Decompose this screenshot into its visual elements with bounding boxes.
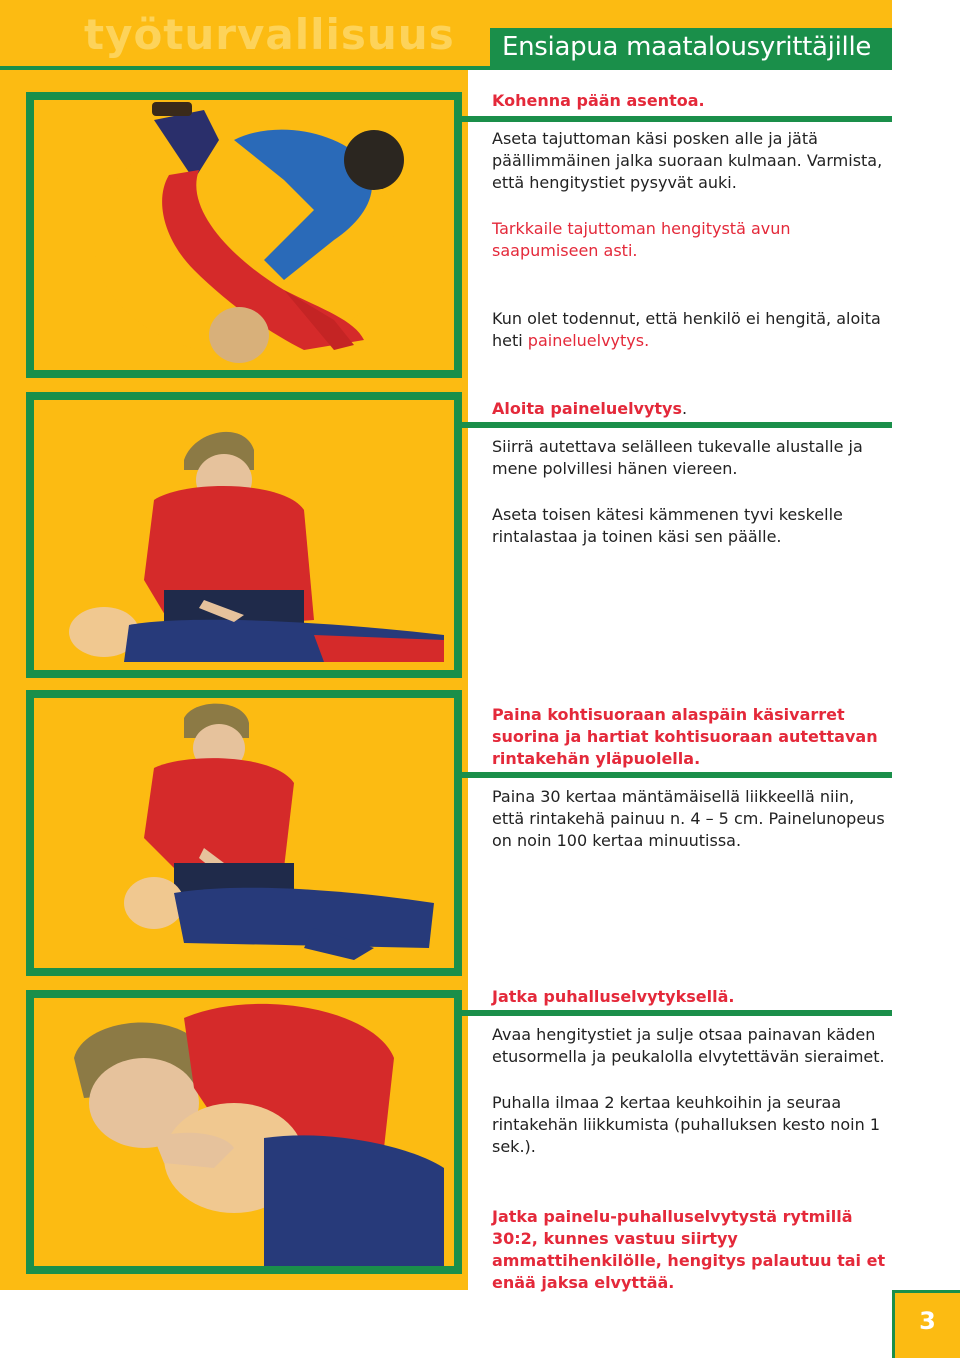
rescue-breathing-photo <box>26 990 462 1274</box>
section-rule-3 <box>458 772 892 778</box>
rescue-breathing-illustration <box>34 998 454 1266</box>
section-1-highlight: Tarkkaile tajuttoman hengitystä avun saapumiseen asti. <box>492 219 791 260</box>
section-1-paragraph: Aseta tajuttoman käsi posken alle ja jätä päällimmäinen jalka suoraan kulmaan. Varmista, että hengitystiet pysyvät auki. <box>492 129 883 192</box>
page-number-box <box>892 1290 960 1358</box>
section-1-note-link: paineluelvytys. <box>527 331 650 350</box>
chest-compression-position-illustration <box>34 400 454 670</box>
section-4-closing: Jatka painelu-puhalluselvytystä rytmillä 30:2, kunnes vastuu siirtyy ammattihenkilölle, hengitys palautuu tai et enää jaksa elvyttää. <box>492 1207 886 1292</box>
page-title: Ensiapua maatalousyrittäjille <box>502 32 872 62</box>
page-number: 3 <box>919 1307 936 1335</box>
section-1-note-prefix: Kun olet todennut, että henkilö ei hengitä, aloita heti <box>492 309 881 350</box>
section-4-paragraph-1: Avaa hengitystiet ja sulje otsaa painavan käden etusormella ja peukalolla elvytettävän sieraimet. <box>492 1025 885 1066</box>
section-2-heading-text: Aloita paineluelvytys <box>492 399 683 418</box>
section-rule-4 <box>458 1010 892 1016</box>
brand-wordmark: työturvallisuus <box>84 10 455 59</box>
section-1-heading: Kohenna pään asentoa. <box>492 91 705 110</box>
section-rule-2 <box>458 422 892 428</box>
chest-compression-photo <box>26 690 462 976</box>
section-3-heading: Paina kohtisuoraan alaspäin käsivarret suorina ja hartiat kohtisuoraan autettavan rintakehän yläpuolella. <box>492 705 878 768</box>
section-rule-1 <box>458 116 892 122</box>
chest-compression-illustration <box>34 698 454 968</box>
section-2-paragraph-1: Siirrä autettava selälleen tukevalle alustalle ja mene polvillesi hänen viereen. <box>492 437 863 478</box>
section-2-paragraph-2: Aseta toisen kätesi kämmenen tyvi keskelle rintalastaa ja toinen käsi sen päälle. <box>492 505 843 546</box>
section-2-heading <box>492 398 888 420</box>
chest-compression-position-photo <box>26 392 462 678</box>
section-2-heading-dot: . <box>682 399 688 418</box>
section-1-note <box>492 308 888 352</box>
recovery-position-illustration <box>34 100 454 370</box>
section-4-heading: Jatka puhalluselvytyksellä. <box>492 987 735 1006</box>
section-4-paragraph-2: Puhalla ilmaa 2 kertaa keuhkoihin ja seuraa rintakehän liikkumista (puhalluksen kesto noin 1 sek.). <box>492 1093 880 1156</box>
recovery-position-photo <box>26 92 462 378</box>
section-3-paragraph: Paina 30 kertaa mäntämäisellä liikkeellä niin, että rintakehä painuu n. 4 – 5 cm. Painelunopeus on noin 100 kertaa minuutissa. <box>492 787 885 850</box>
